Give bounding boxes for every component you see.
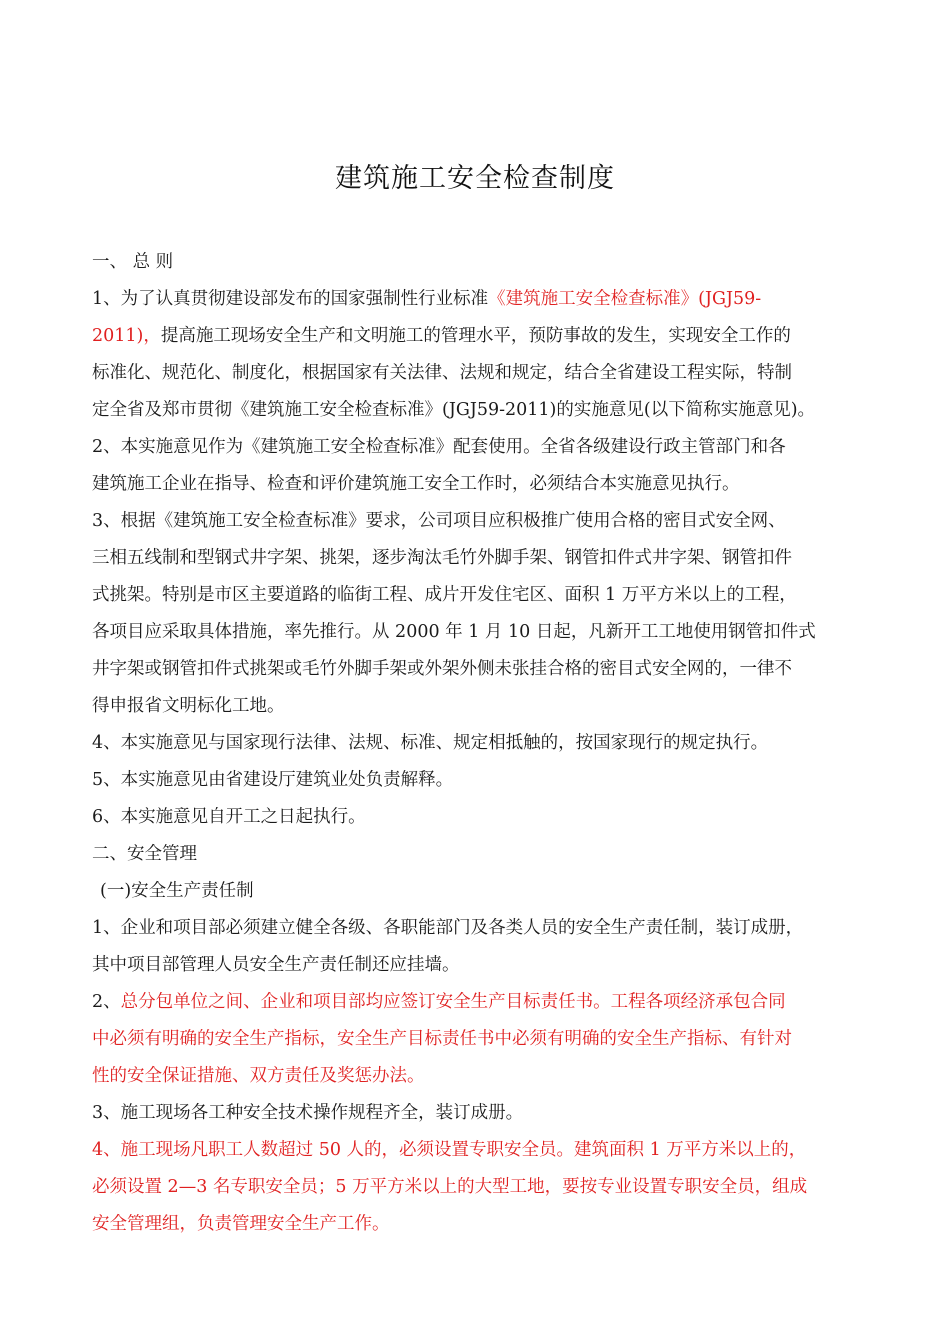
line-text: 建筑施工企业在指导、检查和评价建筑施工安全工作时，必须结合本实施意见执行。 bbox=[92, 474, 740, 494]
text-line bbox=[92, 503, 872, 540]
text-line bbox=[92, 392, 872, 429]
line-text: 一、 总 则 bbox=[92, 252, 174, 272]
text-line bbox=[92, 355, 872, 392]
text-line bbox=[92, 1058, 872, 1095]
text-line bbox=[92, 281, 872, 318]
line-text-continued: 提高施工现场安全生产和文明施工的管理水平，预防事故的发生，实现安全工作的 bbox=[160, 326, 791, 346]
line-text: 定全省及郑市贯彻《建筑施工安全检查标准》(JGJ59-2011)的实施意见(以下简称实施意见)。 bbox=[92, 400, 816, 420]
line-text: 2、 bbox=[92, 992, 121, 1012]
text-line bbox=[92, 1206, 872, 1243]
document-title: 建筑施工安全检查制度 bbox=[335, 163, 615, 194]
text-line bbox=[92, 1021, 872, 1058]
line-text: 4、本实施意见与国家现行法律、法规、标准、规定相抵触的，按国家现行的规定执行。 bbox=[92, 733, 769, 753]
text-line bbox=[92, 466, 872, 503]
text-line bbox=[92, 1169, 872, 1206]
text-line bbox=[92, 947, 872, 984]
text-line bbox=[92, 725, 872, 762]
line-text: (一)安全生产责任制 bbox=[100, 881, 254, 901]
line-text: 4、施工现场凡职工人数超过 50 人的，必须设置专职安全员。建筑面积 1 万平方米以上的， bbox=[92, 1140, 807, 1160]
line-text: 1、企业和项目部必须建立健全各级、各职能部门及各类人员的安全生产责任制，装订成册， bbox=[92, 918, 804, 938]
text-line bbox=[92, 651, 872, 688]
text-line bbox=[92, 540, 872, 577]
line-text: 式挑架。特别是市区主要道路的临街工程、成片开发住宅区、面积 1 万平方米以上的工程， bbox=[92, 585, 797, 605]
text-line bbox=[92, 688, 872, 725]
line-text: 中必须有明确的安全生产指标，安全生产目标责任书中必须有明确的安全生产指标、有针对 bbox=[92, 1029, 792, 1049]
line-text: 各项目应采取具体措施，率先推行。从 2000 年 1 月 10 日起，凡新开工工地使用钢管扣件式 bbox=[92, 622, 816, 642]
text-line bbox=[92, 318, 872, 355]
document-body bbox=[92, 244, 872, 1243]
line-text: 1、为了认真贯彻建设部发布的国家强制性行业标准 bbox=[92, 289, 489, 309]
line-text: 二、安全管理 bbox=[92, 844, 197, 864]
text-line bbox=[92, 614, 872, 651]
text-line bbox=[92, 1132, 872, 1169]
line-text: 井字架或钢管扣件式挑架或毛竹外脚手架或外架外侧未张挂合格的密目式安全网的，一律不 bbox=[92, 659, 792, 679]
text-line bbox=[92, 577, 872, 614]
line-text: 2、本实施意见作为《建筑施工安全检查标准》配套使用。全省各级建设行政主管部门和各 bbox=[92, 437, 786, 457]
line-text: 安全管理组，负责管理安全生产工作。 bbox=[92, 1214, 390, 1234]
line-text: 5、本实施意见由省建设厅建筑业处负责解释。 bbox=[92, 770, 454, 790]
text-line bbox=[92, 244, 872, 281]
line-text: 3、施工现场各工种安全技术操作规程齐全，装订成册。 bbox=[92, 1103, 524, 1123]
line-text-continued: 《建筑施工安全检查标准》(JGJ59- bbox=[488, 289, 762, 309]
line-text: 必须设置 2—3 名专职安全员；5 万平方米以上的大型工地，要按专业设置专职安全员，组成 bbox=[92, 1177, 808, 1197]
line-text: 其中项目部管理人员安全生产责任制还应挂墙。 bbox=[92, 955, 460, 975]
text-line bbox=[92, 762, 872, 799]
text-line bbox=[92, 873, 872, 910]
line-text: 3、根据《建筑施工安全检查标准》要求，公司项目应积极推广使用合格的密目式安全网、 bbox=[92, 511, 786, 531]
line-text: 6、本实施意见自开工之日起执行。 bbox=[92, 807, 366, 827]
line-text: 2011)， bbox=[92, 326, 161, 346]
line-text: 性的安全保证措施、双方责任及奖惩办法。 bbox=[92, 1066, 425, 1086]
line-text-continued: 总分包单位之间、企业和项目部均应签订安全生产目标责任书。工程各项经济承包合同 bbox=[120, 992, 786, 1012]
line-text: 标准化、规范化、制度化，根据国家有关法律、法规和规定，结合全省建设工程实际，特制 bbox=[92, 363, 792, 383]
line-text: 三相五线制和型钢式井字架、挑架，逐步淘汰毛竹外脚手架、钢管扣件式井字架、钢管扣件 bbox=[92, 548, 792, 568]
text-line bbox=[92, 799, 872, 836]
text-line bbox=[92, 984, 872, 1021]
text-line bbox=[92, 910, 872, 947]
line-text: 得申报省文明标化工地。 bbox=[92, 696, 285, 716]
text-line bbox=[92, 429, 872, 466]
text-line bbox=[92, 836, 872, 873]
text-line bbox=[92, 1095, 872, 1132]
